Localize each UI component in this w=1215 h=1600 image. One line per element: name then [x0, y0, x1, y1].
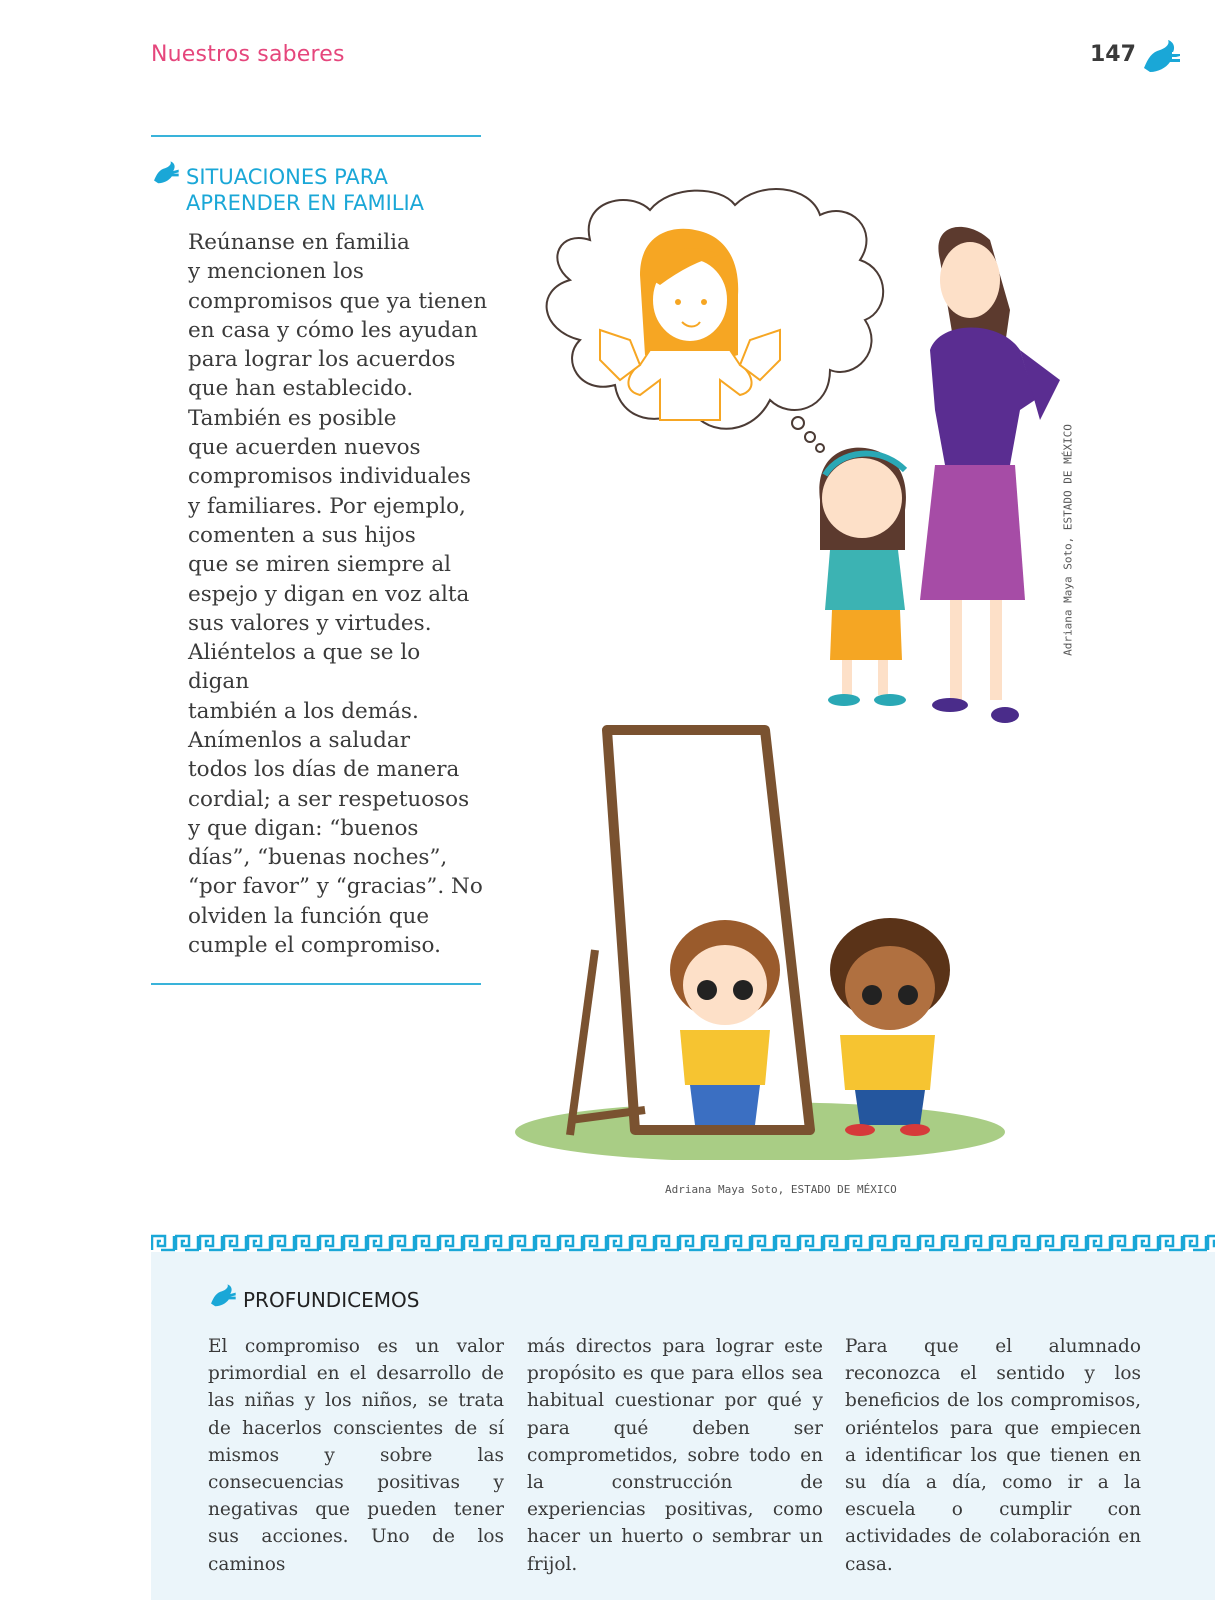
- paragraph-line: que acuerden nuevos: [188, 435, 421, 461]
- greca-border: [151, 1234, 1215, 1252]
- paragraph-line: en casa y cómo les ayudan: [188, 317, 478, 343]
- paragraph-line: olviden la función que: [188, 903, 430, 929]
- paragraph-line: todos los días de manera: [188, 757, 460, 783]
- paragraph-line: compromisos que ya tienen: [188, 288, 488, 314]
- paragraph-line: Anímenlos a saludar: [188, 728, 410, 753]
- paragraph-line: También es posible: [188, 405, 397, 431]
- family-paragraph-1: [188, 228, 488, 726]
- paragraph-line: espejo y digan en voz alta: [188, 581, 470, 607]
- paragraph-line: sus valores y virtudes.: [188, 610, 432, 636]
- paragraph-line: y que digan: “buenos: [188, 815, 419, 841]
- paragraph-line: días”, “buenas noches”,: [188, 845, 448, 871]
- paragraph-line: para lograr los acuerdos: [188, 347, 456, 373]
- girl-figure: [819, 448, 906, 706]
- paragraph-line: cordial; a ser respetuosos: [188, 786, 470, 812]
- family-box-bottom-rule: [151, 983, 481, 985]
- family-paragraph-2: [188, 726, 488, 960]
- profundicemos-column-1: El compromiso es un valor primordial en el desarrollo de las niñas y los niños, se trata de hacerlos conscientes de sí mismos y sobre las consecuencias positivas y negativas que pueden tener sus acciones. Uno de los caminos: [208, 1336, 504, 1575]
- mirror-illustration: [515, 720, 1005, 1160]
- profundicemos-column-3: Para que el alumnado reconozca el sentido y los beneficios de los compromisos, oriéntelos para que empiecen a identificar los que tienen en su día a día, como ir a la escuela o cumplir con actividades de colaboración en casa.: [845, 1336, 1141, 1575]
- paragraph-line: comenten a sus hijos: [188, 522, 416, 548]
- hand-icon: [1138, 38, 1182, 76]
- paragraph-line: Aliéntelos a que se lo digan: [188, 640, 421, 695]
- page-number: 147: [1090, 42, 1136, 67]
- family-box-top-rule: [151, 135, 481, 137]
- paragraph-line: también a los demás.: [188, 698, 419, 724]
- family-box-title: SITUACIONES PARA APRENDER EN FAMILIA: [186, 165, 425, 215]
- mother-figure: [920, 227, 1060, 723]
- section-name: Nuestros saberes: [151, 42, 345, 67]
- paragraph-line: Reúnanse en familia: [188, 230, 410, 255]
- paragraph-line: “por favor” y “gracias”. No: [188, 874, 483, 900]
- bottom-credit: Adriana Maya Soto, ESTADO DE MÉXICO: [665, 1183, 897, 1196]
- profundicemos-column-2: más directos para lograr este propósito es que para ellos sea habitual cuestionar por qué y para qué deben ser comprometidos, sobre todo en la construcción de experiencias positivas, como hacer un huerto o sembrar un frijol.: [527, 1336, 823, 1575]
- paragraph-line: cumple el compromiso.: [188, 933, 441, 959]
- paragraph-line: compromisos individuales: [188, 464, 471, 490]
- vertical-credit: Adriana Maya Soto, ESTADO DE MÉXICO: [1061, 424, 1075, 656]
- profundicemos-title: PROFUNDICEMOS: [243, 1288, 420, 1312]
- paragraph-line: que han establecido.: [188, 376, 414, 402]
- paragraph-line: y mencionen los: [188, 259, 364, 285]
- paragraph-line: que se miren siempre al: [188, 552, 452, 578]
- hand-icon: [149, 160, 181, 186]
- family-illustration: [520, 180, 1120, 740]
- paragraph-line: y familiares. Por ejemplo,: [188, 493, 466, 519]
- boy-figure: [830, 918, 950, 1136]
- hand-icon: [206, 1283, 238, 1309]
